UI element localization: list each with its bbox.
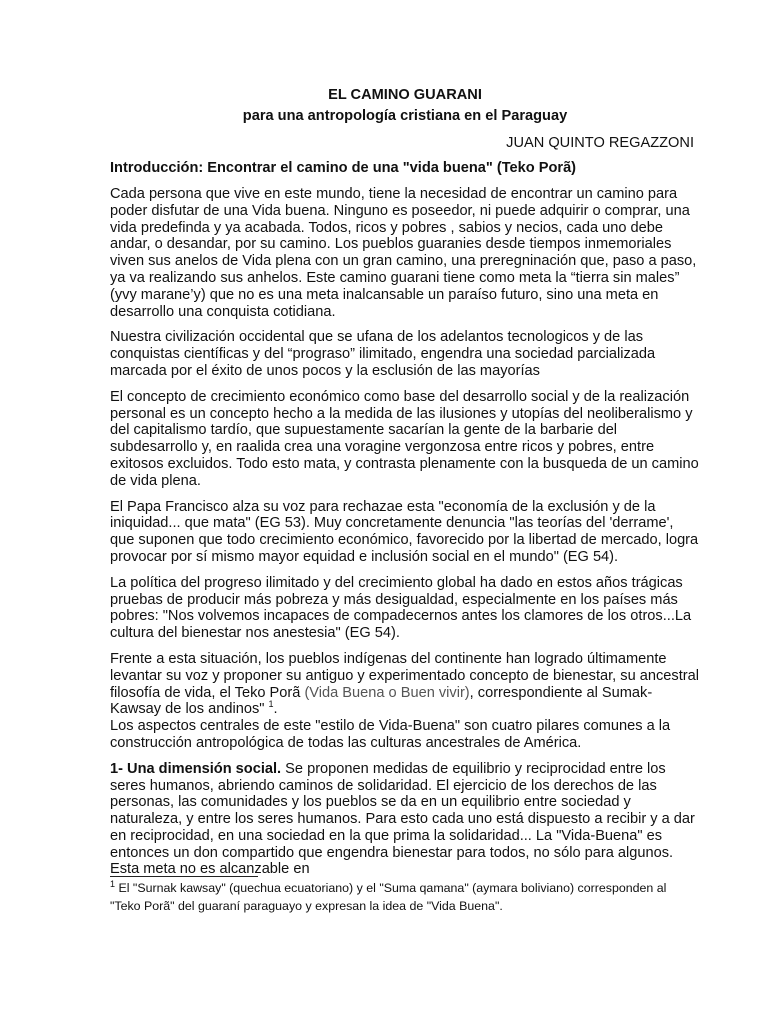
footnote-separator: [110, 876, 258, 877]
paragraph-6-gray-text: (Vida Buena o Buen vivir): [304, 684, 470, 701]
author-name: JUAN QUINTO REGAZZONI: [506, 135, 694, 151]
footnote-number: 1: [110, 878, 116, 889]
document-subtitle: para una antropología cristiana en el Paraguay: [242, 108, 568, 124]
footnote-reference[interactable]: 1: [268, 699, 274, 710]
paragraph-6-text-d: Los aspectos centrales de este "estilo de Vida-Buena" son cuatro pilares comunes a la construcción antropológica de todas las culturas ancestrales de América.: [110, 718, 671, 751]
paragraph-6-text-b: , correspondiente al Sumak- Kawsay de los andinos": [110, 684, 653, 718]
document-page: [110, 86, 700, 878]
paragraph-3: El concepto de crecimiento económico como base del desarrollo social y de la realización personal es un concepto hecho a la medida de las ilusiones y utopías del neoliberalismo y del capitalismo tardío, que supuestamente sacarían la gente de la barbarie del subdesarrollo y, en raalida crea una voragine vergonzosa entre ricos y pobres, entre exitosos excluidos. Todo esto mata, y contrasta plenamente con la busqueda de un camino de vida plena.: [110, 388, 699, 489]
paragraph-6: [110, 651, 700, 752]
paragraph-4: El Papa Francisco alza su voz para rechazae esta "economía de la exclusión y de la iniquidad... que mata" (EG 53). Muy concretamente denuncia "las teorías del 'derrame', que suponen que todo crecimiento económico, favorecido por la libertad de mercado, logra provocar por sí mismo mayor equidad e inclusión social en el mundo" (EG 54).: [110, 498, 699, 565]
paragraph-7-text: Se proponen medidas de equilibrio y reciprocidad entre los seres humanos, abriendo caminos de solidaridad. El ejercicio de los derechos de las personas, las comunidades y los pueblos se da en un equilibrio entre sociedad y naturaleza, y entre los seres humanos. Para esto cada uno está dispuesto a recibir y a dar en reciprocidad, en una sociedad en la que prima la solidaridad... La "Vida-Buena" es entonces un don compartido que engendra bienestar para todos, no sólo para algunos. Esta meta no es alcanzable en: [110, 760, 695, 878]
footnote: [110, 880, 700, 915]
paragraph-2: Nuestra civilización occidental que se ufana de los adelantos tecnologicos y de las conquistas científicas y del “prograso” ilimitado, engendra una sociedad parcializada marcada por el éxito de unos pocos y la esclusión de las mayorías: [110, 329, 656, 379]
paragraph-6-text-c: .: [273, 701, 278, 718]
paragraph-5: La política del progreso ilimitado y del crecimiento global ha dado en estos años trágicas pruebas de producir más pobreza y más desigualdad, especialmente en los países más pobres: "Nos volvemos incapaces de compadecernos antes los clamores de los otros...La cultura del bienestar nos anestesia" (EG 54).: [110, 574, 692, 642]
paragraph-1: Cada persona que vive en este mundo, tiene la necesidad de encontrar un camino para poder disfutar de una Vida buena. Ninguno es poseedor, ni puede adquirir o comprar, una vida predefinda y ya acabada. Todos, ricos y pobres , sabios y necios, cada uno debe andar, o desandar, por su camino. Los pueblos guaranies desde tiempos inmemoriales viven sus anelos de Vida plena con un gran camino, una preregninación que, paso a paso, ya va realizando sus anhelos. Este camino guarani tiene como meta la “tierra sin males” (yvy marane’y) que no es una meta inalcansable un paraíso futuro, sino una meta en desarrollo una conquista cotidiana.: [110, 186, 697, 320]
footnote-text: El "Surnak kawsay" (quechua ecuatoriano) y el "Suma qamana" (aymara boliviano) corresponden al "Teko Porã" del guaraní paraguayo y expresan la idea de "Vida Buena".: [110, 881, 667, 913]
section-lead-social: 1- Una dimensión social.: [110, 760, 282, 777]
paragraph-6-text-a: Frente a esta situación, los pueblos indígenas del continente han logrado últimamente levantar su voz y proponer su antiguo y experimentado concepto de bienestar, su ancestral filosofía de vida, el Teko Porã: [110, 650, 699, 701]
intro-heading: Introducción: Encontrar el camino de una "vida buena" (Teko Porã): [110, 160, 577, 176]
document-title: EL CAMINO GUARANI: [328, 87, 482, 103]
paragraph-7: [110, 761, 700, 879]
